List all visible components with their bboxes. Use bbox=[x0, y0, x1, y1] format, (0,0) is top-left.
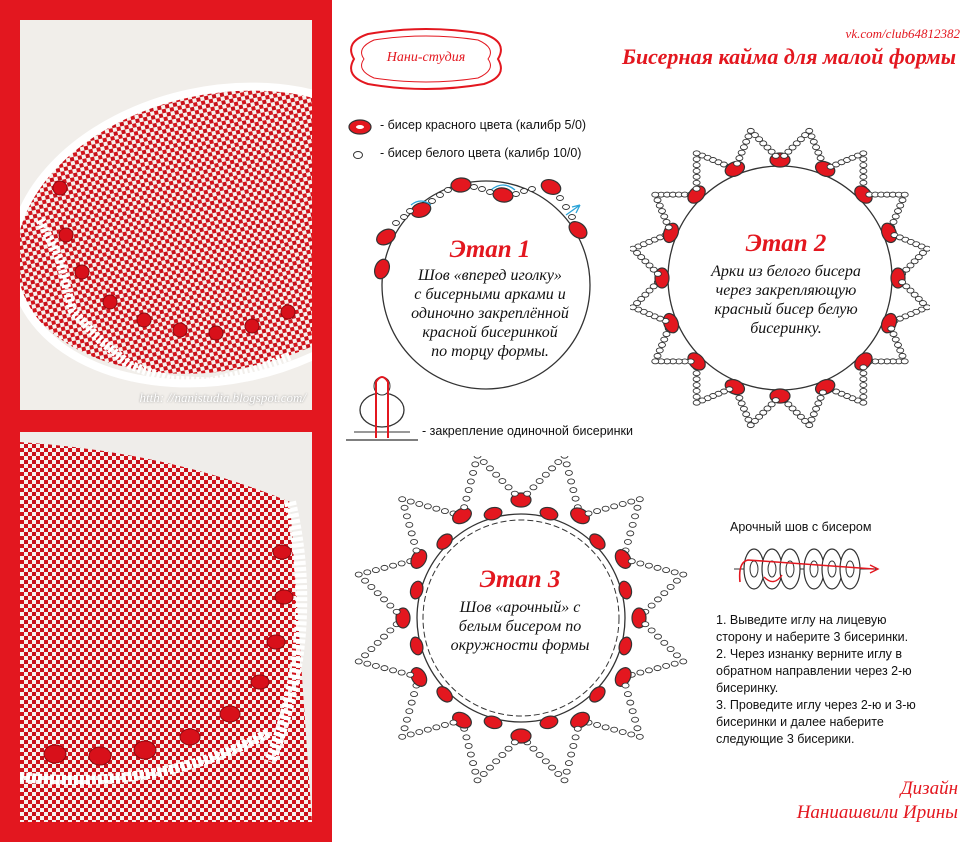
white-bead bbox=[399, 497, 406, 502]
white-bead bbox=[661, 640, 668, 645]
white-bead bbox=[472, 462, 479, 467]
white-bead bbox=[894, 209, 901, 214]
white-bead bbox=[524, 491, 531, 496]
white-bead bbox=[813, 145, 820, 150]
white-bead bbox=[511, 740, 518, 745]
white-bead bbox=[372, 663, 379, 668]
white-bead bbox=[661, 337, 668, 342]
white-bead bbox=[693, 151, 700, 156]
white-bead bbox=[815, 401, 822, 406]
white-bead bbox=[401, 726, 408, 731]
white-bead bbox=[693, 186, 700, 191]
white-bead bbox=[813, 406, 820, 411]
white-bead bbox=[890, 332, 897, 337]
white-bead bbox=[654, 198, 661, 203]
white-bead bbox=[630, 246, 636, 251]
white-bead bbox=[860, 151, 867, 156]
white-bead bbox=[645, 563, 652, 568]
white-bead bbox=[740, 145, 747, 150]
white-bead bbox=[368, 647, 375, 652]
white-bead bbox=[734, 161, 741, 166]
white-bead bbox=[671, 661, 678, 666]
white-bead bbox=[654, 666, 661, 671]
white-bead bbox=[642, 622, 649, 627]
step-line: бисеринки и далее наберите bbox=[716, 715, 884, 729]
white-bead bbox=[693, 163, 700, 168]
white-bead bbox=[624, 692, 631, 697]
white-bead bbox=[364, 661, 371, 666]
white-bead bbox=[860, 365, 867, 370]
white-bead bbox=[565, 470, 572, 475]
white-bead bbox=[743, 412, 750, 417]
stage1-title: Этап 1 bbox=[449, 236, 531, 263]
white-bead bbox=[860, 388, 867, 393]
white-bead bbox=[656, 203, 663, 208]
white-bead bbox=[901, 359, 908, 364]
white-bead bbox=[736, 395, 743, 400]
white-bead bbox=[611, 504, 618, 509]
white-bead bbox=[542, 759, 549, 764]
white-bead bbox=[381, 565, 388, 570]
white-bead bbox=[463, 735, 470, 740]
white-bead bbox=[629, 522, 636, 527]
white-bead bbox=[364, 570, 371, 575]
white-bead bbox=[673, 653, 680, 658]
legend-white-label: - бисер белого цвета (калибр 10/0) bbox=[380, 146, 582, 160]
arch-stitch-steps bbox=[716, 612, 956, 748]
white-bead bbox=[654, 565, 661, 570]
white-bead bbox=[806, 128, 813, 133]
white-bead bbox=[810, 139, 817, 144]
white-bead bbox=[817, 156, 824, 161]
white-bead bbox=[652, 359, 659, 364]
white-bead bbox=[634, 726, 641, 731]
white-bead bbox=[815, 150, 822, 155]
white-bead bbox=[819, 390, 826, 395]
white-bead bbox=[381, 634, 388, 639]
white-bead bbox=[530, 485, 537, 490]
legend-red-label: - бисер красного цвета (калибр 5/0) bbox=[380, 118, 587, 132]
white-bead bbox=[636, 497, 643, 502]
white-bead bbox=[693, 383, 700, 388]
white-bead bbox=[398, 670, 405, 675]
white-bead bbox=[536, 479, 543, 484]
white-bead bbox=[480, 771, 487, 776]
red-bead-icon bbox=[348, 118, 374, 136]
white-bead bbox=[408, 700, 415, 705]
white-bead bbox=[403, 514, 410, 519]
stage1-text: Шов «вперед иголку» с бисерными арками и одиночно закреплённой красной бисеринкой по торцу формы. bbox=[411, 267, 569, 360]
white-bead bbox=[622, 683, 629, 688]
white-bead bbox=[401, 505, 408, 510]
white-bead bbox=[368, 584, 375, 589]
white-bead bbox=[671, 570, 678, 575]
white-bead bbox=[463, 496, 470, 501]
white-bead bbox=[736, 156, 743, 161]
white-bead bbox=[663, 219, 670, 224]
white-bead bbox=[860, 377, 867, 382]
studio-logo bbox=[338, 28, 514, 90]
stage2-text: Арки из белого бисера через закрепляющую красный бисер белую бисеринку. bbox=[711, 263, 861, 337]
white-bead bbox=[441, 722, 448, 727]
white-bead bbox=[568, 479, 575, 484]
credit-line1: Дизайн bbox=[900, 778, 958, 799]
white-bead bbox=[899, 353, 906, 358]
white-bead bbox=[390, 563, 397, 568]
white-bead bbox=[629, 709, 636, 714]
white-bead bbox=[693, 174, 700, 179]
step-line: 2. Через изнанку верните иглу в bbox=[716, 647, 903, 661]
step-line: бисеринку. bbox=[716, 681, 779, 695]
white-bead bbox=[563, 769, 570, 774]
white-bead bbox=[461, 505, 468, 510]
white-bead bbox=[665, 225, 672, 230]
white-bead bbox=[585, 511, 592, 516]
white-bead bbox=[654, 597, 661, 602]
white-bead bbox=[630, 305, 636, 310]
white-bead bbox=[745, 134, 752, 139]
white-bead bbox=[619, 501, 626, 506]
white-bead bbox=[493, 472, 500, 477]
white-bead bbox=[897, 203, 904, 208]
white-bead bbox=[806, 423, 813, 428]
white-bead bbox=[860, 394, 867, 399]
white-bead bbox=[645, 668, 652, 673]
white-bead bbox=[568, 752, 575, 757]
legend-red-bead bbox=[348, 118, 587, 139]
white-bead bbox=[693, 400, 700, 405]
white-bead bbox=[555, 771, 562, 776]
white-bead bbox=[411, 539, 418, 544]
white-bead bbox=[574, 726, 581, 731]
pincushion-photo-1 bbox=[20, 20, 312, 410]
white-bead bbox=[505, 485, 512, 490]
white-bead bbox=[628, 732, 635, 737]
white-bead bbox=[424, 504, 431, 509]
white-bead bbox=[860, 174, 867, 179]
white-bead bbox=[372, 568, 379, 573]
white-bead bbox=[399, 734, 406, 739]
white-bead bbox=[474, 778, 481, 783]
white-bead bbox=[407, 499, 414, 504]
white-bead bbox=[663, 663, 670, 668]
white-bead bbox=[381, 597, 388, 602]
white-bead bbox=[381, 666, 388, 671]
white-bead bbox=[406, 709, 413, 714]
white-bead bbox=[636, 734, 643, 739]
white-bead bbox=[374, 591, 381, 596]
white-bead bbox=[661, 591, 668, 596]
white-bead bbox=[441, 509, 448, 514]
white-bead bbox=[656, 348, 663, 353]
white-bead bbox=[555, 460, 562, 465]
white-bead bbox=[808, 134, 815, 139]
white-bead bbox=[661, 214, 668, 219]
white-bead bbox=[450, 720, 457, 725]
white-bead bbox=[619, 730, 626, 735]
step-line: обратном направлении через 2-ю bbox=[716, 664, 912, 678]
white-bead bbox=[542, 472, 549, 477]
white-bead bbox=[408, 531, 415, 536]
white-bead bbox=[355, 659, 362, 664]
white-bead bbox=[693, 157, 700, 162]
white-bead bbox=[693, 168, 700, 173]
white-bead bbox=[901, 192, 908, 197]
white-bead bbox=[416, 730, 423, 735]
white-bead bbox=[470, 470, 477, 475]
white-bead bbox=[860, 163, 867, 168]
white-bead bbox=[406, 522, 413, 527]
white-bead bbox=[693, 371, 700, 376]
white-bead bbox=[860, 371, 867, 376]
white-bead bbox=[680, 572, 687, 577]
white-bead bbox=[654, 353, 661, 358]
page-title: Бисерная кайма для малой формы bbox=[621, 44, 956, 69]
white-bead bbox=[659, 342, 666, 347]
step-line: 3. Проведите иглу через 2-ю и 3-ю bbox=[716, 698, 916, 712]
white-bead bbox=[817, 395, 824, 400]
white-bead bbox=[632, 514, 639, 519]
white-bead bbox=[433, 506, 440, 511]
white-bead bbox=[393, 609, 400, 614]
white-bead bbox=[659, 209, 666, 214]
white-bead bbox=[486, 466, 493, 471]
white-bead bbox=[411, 692, 418, 697]
white-bead bbox=[465, 488, 472, 493]
white-bead bbox=[362, 653, 369, 658]
white-bead bbox=[772, 153, 779, 158]
white-bead bbox=[860, 400, 867, 405]
white-bead bbox=[374, 640, 381, 645]
stage3-text: Шов «арочный» с белым бисером по окружности формы bbox=[450, 599, 590, 654]
white-bead bbox=[594, 509, 601, 514]
white-bead bbox=[624, 539, 631, 544]
white-bead bbox=[667, 647, 674, 652]
white-bead bbox=[894, 342, 901, 347]
white-bead bbox=[693, 180, 700, 185]
white-bead bbox=[572, 735, 579, 740]
white-bead bbox=[637, 670, 644, 675]
white-bead bbox=[673, 578, 680, 583]
white-bead bbox=[634, 505, 641, 510]
white-bead bbox=[474, 456, 481, 458]
white-bead bbox=[470, 761, 477, 766]
white-bead bbox=[738, 150, 745, 155]
white-bead bbox=[416, 501, 423, 506]
white-bead bbox=[467, 752, 474, 757]
white-bead bbox=[424, 727, 431, 732]
white-bead-icon bbox=[348, 146, 374, 164]
white-bead bbox=[511, 491, 518, 496]
white-bead bbox=[505, 746, 512, 751]
white-bead bbox=[572, 496, 579, 501]
white-bead bbox=[594, 722, 601, 727]
white-bead bbox=[632, 717, 639, 722]
photo-pincushion-top bbox=[20, 20, 312, 410]
white-bead bbox=[860, 168, 867, 173]
white-bead bbox=[536, 752, 543, 757]
white-bead bbox=[860, 383, 867, 388]
white-bead bbox=[808, 417, 815, 422]
white-bead bbox=[648, 628, 655, 633]
white-bead bbox=[480, 460, 487, 465]
stage2-title: Этап 2 bbox=[745, 230, 827, 257]
white-bead bbox=[390, 668, 397, 673]
anchor-note-label: - закрепление одиночной бисеринки bbox=[422, 424, 634, 438]
legend-white-bead bbox=[348, 146, 582, 167]
white-bead bbox=[465, 743, 472, 748]
white-bead bbox=[549, 466, 556, 471]
white-bead bbox=[667, 584, 674, 589]
white-bead bbox=[570, 488, 577, 493]
white-bead bbox=[407, 732, 414, 737]
white-bead bbox=[407, 672, 414, 677]
white-bead bbox=[362, 578, 369, 583]
white-bead bbox=[652, 192, 659, 197]
white-bead bbox=[648, 603, 655, 608]
white-bead bbox=[628, 499, 635, 504]
white-bead bbox=[899, 198, 906, 203]
white-bead bbox=[745, 417, 752, 422]
white-bead bbox=[747, 423, 754, 428]
white-bead bbox=[637, 561, 644, 566]
white-bead bbox=[897, 348, 904, 353]
logo-text: Нани-студия bbox=[386, 50, 466, 65]
white-bead bbox=[693, 388, 700, 393]
white-bead bbox=[892, 337, 899, 342]
white-bead bbox=[355, 572, 362, 577]
credit-line2: Наниашвили Ирины bbox=[796, 802, 958, 823]
white-bead bbox=[924, 305, 930, 310]
anchor-bead-icon bbox=[344, 368, 420, 448]
white-bead bbox=[888, 326, 895, 331]
stage3-title: Этап 3 bbox=[479, 566, 561, 593]
white-bead bbox=[693, 377, 700, 382]
white-bead bbox=[398, 561, 405, 566]
white-bead bbox=[743, 139, 750, 144]
white-bead bbox=[433, 725, 440, 730]
blog-url: htth: //nanistudia.blogspot.com/ bbox=[139, 390, 306, 405]
white-bead bbox=[890, 219, 897, 224]
photo-pincushion-side bbox=[20, 432, 312, 822]
white-bead bbox=[563, 462, 570, 467]
step-line: сторону и наберите 3 бисеринки. bbox=[716, 630, 909, 644]
white-bead bbox=[561, 456, 568, 458]
white-bead bbox=[486, 765, 493, 770]
white-bead bbox=[387, 628, 394, 633]
white-bead bbox=[738, 401, 745, 406]
white-bead bbox=[561, 778, 568, 783]
white-bead bbox=[663, 332, 670, 337]
white-bead bbox=[680, 659, 687, 664]
white-bead bbox=[602, 725, 609, 730]
white-bead bbox=[413, 548, 420, 553]
white-bead bbox=[611, 727, 618, 732]
pincushion-photo-2 bbox=[20, 432, 312, 822]
vk-link[interactable]: vk.com/club64812382 bbox=[845, 26, 960, 41]
white-bead bbox=[810, 412, 817, 417]
arch-stitch-title: Арочный шов с бисером bbox=[730, 520, 872, 534]
white-bead bbox=[860, 180, 867, 185]
white-bead bbox=[654, 634, 661, 639]
white-bead bbox=[565, 761, 572, 766]
white-bead bbox=[499, 479, 506, 484]
white-bead bbox=[663, 568, 670, 573]
white-bead bbox=[467, 479, 474, 484]
step-line: 1. Выведите иглу на лицевую bbox=[716, 613, 887, 627]
white-bead bbox=[747, 128, 754, 133]
white-bead bbox=[602, 506, 609, 511]
white-bead bbox=[493, 759, 500, 764]
white-bead bbox=[628, 559, 635, 564]
white-bead bbox=[499, 752, 506, 757]
white-bead bbox=[924, 246, 930, 251]
step-line: следующие 3 бисерики. bbox=[716, 732, 855, 746]
white-bead bbox=[403, 717, 410, 722]
white-bead bbox=[530, 746, 537, 751]
white-bead bbox=[627, 700, 634, 705]
white-bead bbox=[472, 769, 479, 774]
white-bead bbox=[627, 531, 634, 536]
white-bead bbox=[387, 603, 394, 608]
arch-stitch-diagram bbox=[734, 542, 884, 596]
white-bead bbox=[740, 406, 747, 411]
white-bead bbox=[549, 765, 556, 770]
white-bead bbox=[570, 743, 577, 748]
white-bead bbox=[892, 214, 899, 219]
